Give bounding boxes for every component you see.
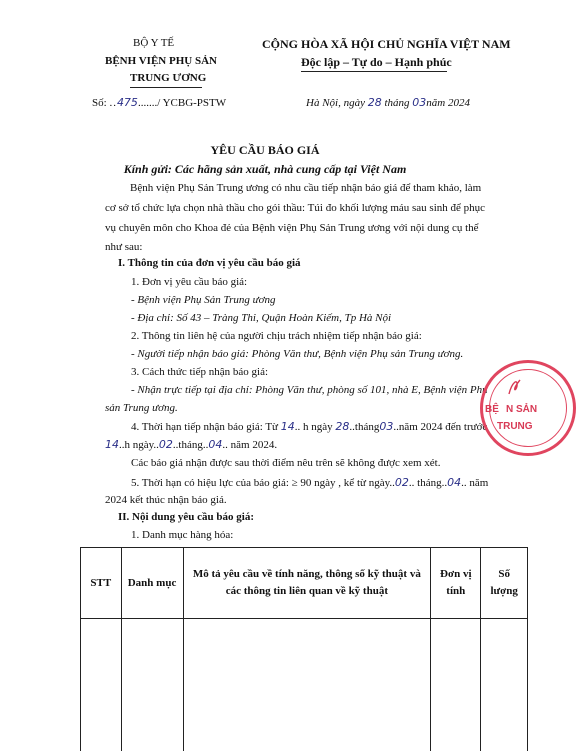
submission-start-day-label: h ngày (303, 421, 333, 433)
issue-date-year: năm 2024 (426, 97, 470, 109)
validity-month-label: tháng (417, 477, 441, 489)
submission-start-day: 28 (335, 420, 349, 433)
column-header-stt: STT (81, 548, 122, 619)
validity-label: 5. Thời hạn có hiệu lực của báo giá: ≥ 90 ngày , kể từ ngày (131, 477, 389, 489)
validity-line-1: 5. Thời hạn có hiệu lực của báo giá: ≥ 90 ngày , kể từ ngày..02.. tháng..04.. năm (131, 476, 488, 489)
goods-table (80, 547, 528, 751)
document-number-handwritten: 475 (117, 96, 138, 109)
validity-year-label: năm (469, 477, 488, 489)
submission-start-month: 03 (379, 420, 393, 433)
submission-end-year: năm 2024. (231, 439, 277, 451)
intro-line-2: cơ sở tổ chức lựa chọn nhà thầu cho gói thầu: Túi đo khối lượng máu sau sinh để phục (105, 202, 485, 214)
country-name: CỘNG HÒA XÃ HỘI CHỦ NGHĨA VIỆT NAM (262, 37, 511, 52)
document-title: YÊU CẦU BÁO GIÁ (0, 143, 530, 158)
submission-period-label: 4. Thời hạn tiếp nhận báo giá: Từ (131, 421, 278, 433)
quote-receiver: - Người tiếp nhận báo giá: Phòng Văn thư, Bệnh viện Phụ sản Trung ương. (131, 348, 463, 360)
issue-date-day: 28 (368, 96, 382, 109)
late-submission-note: Các báo giá nhận được sau thời điểm nêu trên sẽ không được xem xét. (131, 457, 441, 469)
submission-period-line-2: 14..h ngày..02..tháng..04.. năm 2024. (105, 438, 277, 451)
issue-date-month: 03 (412, 96, 426, 109)
validity-line-2: 2024 kết thúc nhận báo giá. (105, 494, 227, 506)
column-header-description: Mô tả yêu cầu về tính năng, thông số kỹ thuật và các thông tin liên quan về kỹ thuật (183, 548, 431, 619)
section-1-item-3: 3. Cách thức tiếp nhận báo giá: (131, 366, 268, 378)
delivery-method-line-2: sản Trung ương. (105, 402, 178, 414)
submission-start-year: năm 2024 đến trước (399, 421, 487, 433)
submission-start-hour: 14 (281, 420, 295, 433)
document-number-suffix: / YCBG-PSTW (157, 97, 226, 109)
national-motto: Độc lập – Tự do – Hạnh phúc (301, 55, 452, 70)
seal-text-bottom: TRUNG (497, 421, 533, 432)
section-1-item-2: 2. Thông tin liên hệ của người chịu trách nhiệm tiếp nhận báo giá: (131, 330, 422, 342)
section-2-heading: II. Nội dung yêu cầu báo giá: (118, 511, 254, 523)
issue-date-month-label: tháng (384, 97, 409, 109)
validity-day: 02 (395, 476, 409, 489)
submission-end-day-label: h ngày (125, 439, 154, 451)
submission-start-month-label: tháng (355, 421, 379, 433)
signature-mark (506, 376, 524, 398)
issue-date-prefix: Hà Nội, ngày (306, 97, 365, 109)
intro-line-3: vụ chuyên môn cho Khoa đẻ của Bệnh viện Phụ Sản Trung ương với nội dung cụ thể (105, 222, 479, 234)
hospital-name-line1: BỆNH VIỆN PHỤ SẢN (105, 55, 217, 67)
intro-line-1: Bệnh viện Phụ Sản Trung ương có nhu cầu tiếp nhận báo giá để tham khảo, làm (130, 182, 481, 194)
requesting-unit-address: - Địa chỉ: Số 43 – Tràng Thi, Quận Hoàn Kiếm, Tp Hà Nội (131, 312, 391, 324)
column-header-category: Danh mục (121, 548, 183, 619)
submission-period-line-1: 4. Thời hạn tiếp nhận báo giá: Từ 14.. h ngày 28..tháng03..năm 2024 đến trước (131, 420, 487, 433)
section-1-item-1: 1. Đơn vị yêu cầu báo giá: (131, 276, 247, 288)
motto-underline (301, 71, 447, 72)
requesting-unit: - Bệnh viện Phụ Sản Trung ương (131, 294, 275, 306)
ministry-name: BỘ Y TẾ (133, 37, 174, 49)
submission-end-day: 02 (159, 438, 173, 451)
submission-end-month-label: tháng (178, 439, 202, 451)
hospital-name-line2: TRUNG ƯƠNG (130, 72, 206, 84)
issue-date (306, 96, 470, 109)
recipient-line: Kính gửi: Các hãng sản xuất, nhà cung cấp tại Việt Nam (0, 162, 530, 177)
table-row (81, 619, 528, 751)
document-number-prefix: Số: (92, 97, 107, 109)
submission-end-hour: 14 (105, 438, 119, 451)
validity-month: 04 (447, 476, 461, 489)
intro-line-4: như sau: (105, 241, 142, 253)
seal-text-left: BỆ (485, 404, 499, 415)
section-1-heading: I. Thông tin của đơn vị yêu cầu báo giá (118, 257, 301, 269)
document-number: Số: ..475......./ YCBG-PSTW (92, 96, 226, 109)
delivery-method-line-1: - Nhận trực tiếp tại địa chỉ: Phòng Văn thư, phòng số 101, nhà E, Bệnh viện Phụ (131, 384, 488, 396)
submission-end-month: 04 (208, 438, 222, 451)
column-header-quantity: Số lượng (481, 548, 528, 619)
seal-text-right: N SẢN (506, 404, 537, 415)
column-header-unit: Đơn vị tính (431, 548, 481, 619)
header-left-underline (130, 87, 202, 88)
section-2-item-1: 1. Danh mục hàng hóa: (131, 529, 233, 541)
